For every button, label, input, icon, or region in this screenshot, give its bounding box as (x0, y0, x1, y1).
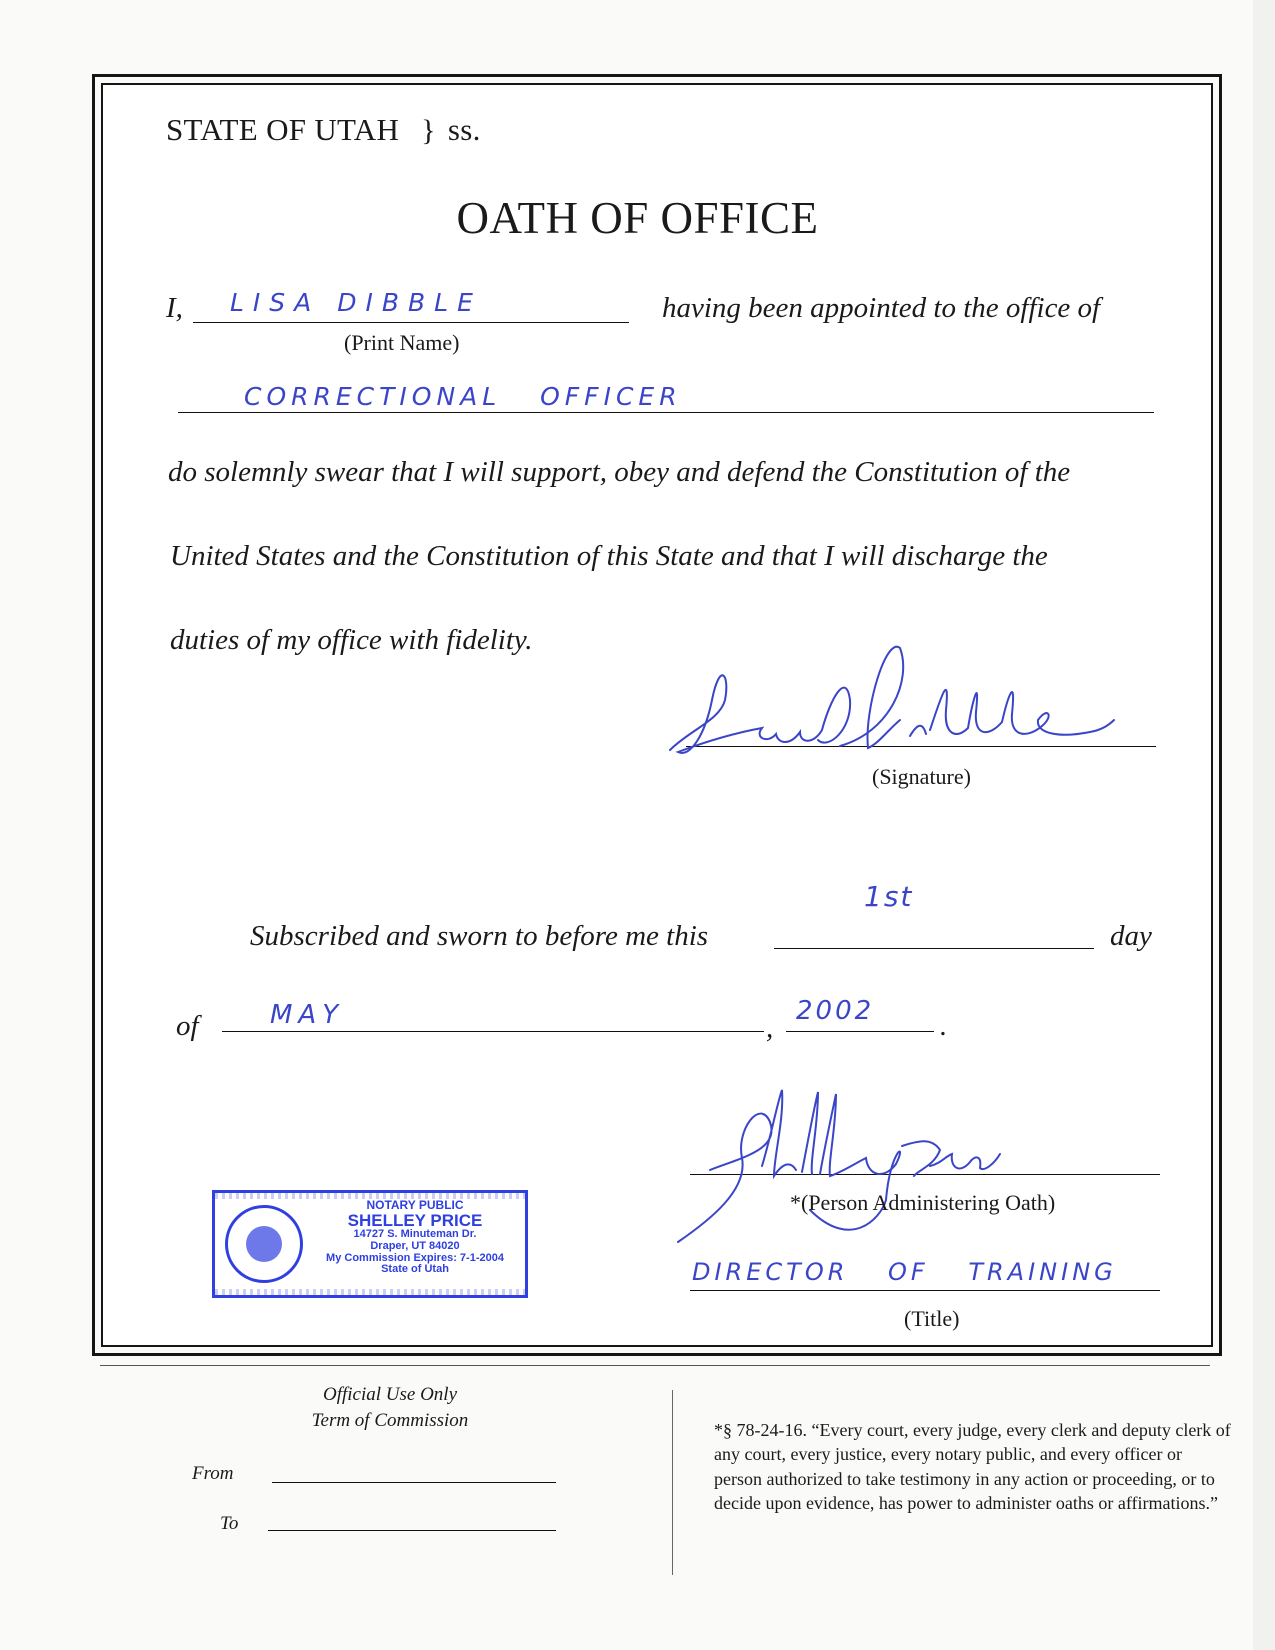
to-field[interactable] (268, 1530, 556, 1531)
oath-line-2: United States and the Constitution of this State and that I will discharge the (170, 540, 1048, 572)
title-line (690, 1290, 1160, 1291)
administrator-caption: *(Person Administering Oath) (790, 1190, 1056, 1215)
year-field[interactable]: 2002 (796, 996, 875, 1026)
stamp-line-commission: My Commission Expires: 7-1-2004 (326, 1251, 504, 1264)
notary-stamp-text (311, 1199, 519, 1276)
day-line (774, 948, 1094, 949)
state-name: STATE OF UTAH (166, 112, 400, 147)
official-use-heading (290, 1382, 490, 1433)
print-name-caption: (Print Name) (344, 330, 460, 355)
month-comma: , (766, 1012, 774, 1044)
stamp-line-address2: Draper, UT 84020 (370, 1239, 460, 1252)
oath-line-3: duties of my office with fidelity. (170, 624, 533, 656)
official-use-label: Official Use Only (322, 1384, 458, 1405)
from-field[interactable] (272, 1482, 556, 1483)
brace: } (421, 114, 436, 147)
bottom-rule (100, 1365, 1210, 1366)
ss-label: ss. (447, 112, 481, 147)
bottom-divider (672, 1390, 673, 1575)
appointed-text: having been appointed to the office of (662, 292, 1101, 324)
office-line (178, 412, 1154, 413)
of-label: of (176, 1010, 199, 1042)
print-name-field[interactable]: LISA DIBBLE (230, 288, 482, 317)
administrator-signature-image (670, 1080, 1030, 1250)
month-field[interactable]: MAY (270, 1000, 345, 1030)
day-label: day (1110, 920, 1152, 952)
stamp-line-address1: 14727 S. Minuteman Dr. (353, 1228, 477, 1241)
year-line (786, 1031, 934, 1032)
signature-caption: (Signature) (872, 764, 971, 789)
title-field[interactable]: DIRECTOR OF TRAINING (692, 1258, 1117, 1286)
day-field[interactable]: 1st (864, 880, 914, 913)
stamp-line-name: SHELLEY PRICE (347, 1210, 483, 1230)
office-field[interactable]: CORRECTIONAL OFFICER (244, 382, 682, 411)
title-caption: (Title) (904, 1306, 960, 1331)
i-prefix: I, (166, 292, 183, 324)
statute-footnote: *§ 78-24-16. “Every court, every judge, every clerk and deputy clerk of any court, every justice, every notary public, and every officer or person authorized to take testimony in any action or proceeding, or to decide upon evidence, has power to administer oaths or affirmations.” (714, 1420, 1231, 1514)
print-name-line (193, 322, 629, 323)
from-label: From (192, 1463, 234, 1484)
subscribed-text: Subscribed and sworn to before me this (250, 920, 709, 952)
month-line (222, 1031, 764, 1032)
to-label: To (220, 1513, 239, 1534)
page-title: OATH OF OFFICE (456, 193, 819, 243)
oath-line-1: do solemnly swear that I will support, obey and defend the Constitution of the (168, 456, 1071, 488)
stamp-line-notary: NOTARY PUBLIC (366, 1198, 464, 1212)
year-period: . (940, 1010, 948, 1042)
state-heading (166, 112, 481, 148)
stamp-line-state: State of Utah (381, 1263, 449, 1276)
notary-stamp (212, 1190, 528, 1298)
scan-edge (1253, 0, 1275, 1650)
state-seal-icon (225, 1205, 303, 1283)
term-of-commission-label: Term of Commission (311, 1409, 469, 1431)
